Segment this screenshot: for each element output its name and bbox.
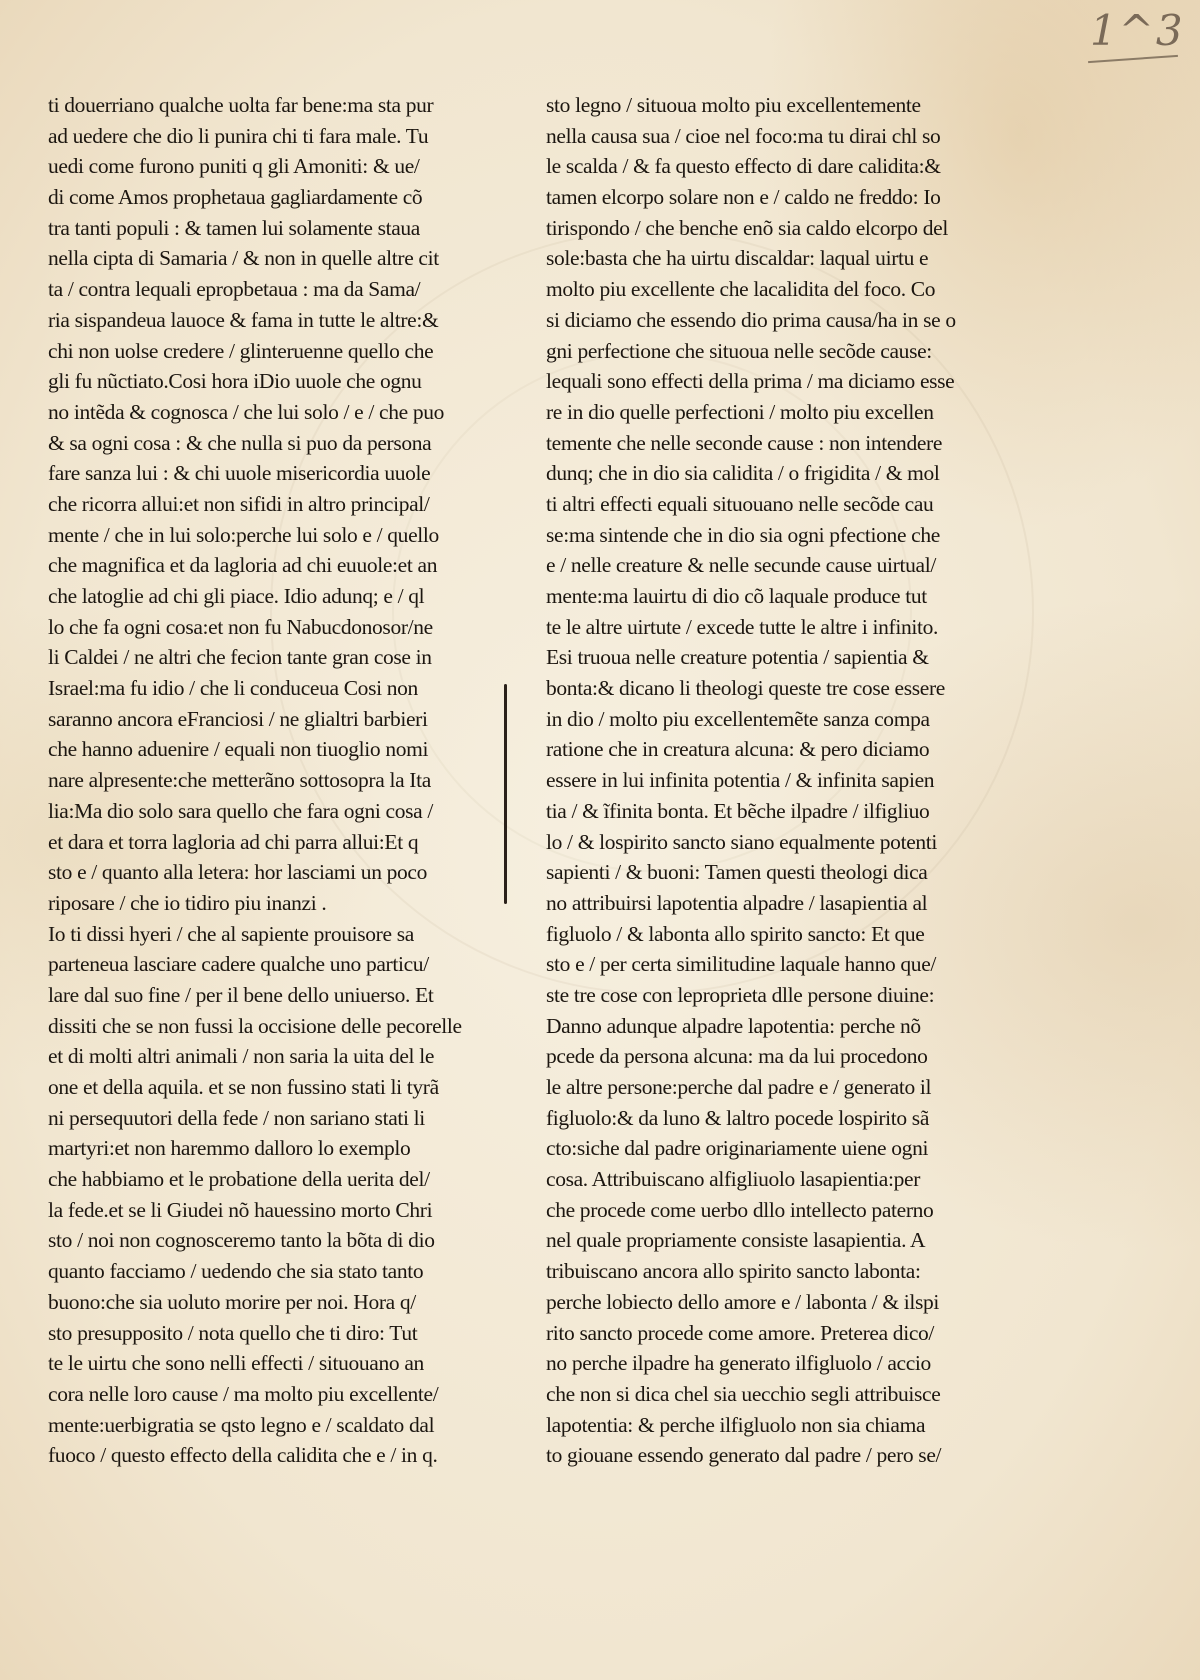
folio-underline <box>1088 55 1178 63</box>
text-line: tra tanti populi : & tamen lui solamente staua <box>48 215 421 240</box>
text-line: martyri:et non haremmo dalloro lo exemplo <box>48 1136 411 1161</box>
text-line: gni perfectione che situoua nelle secõde cause: <box>546 338 932 363</box>
text-line: no perche ilpadre ha generato ilfigluolo / accio <box>546 1351 931 1376</box>
text-line: no attribuirsi lapotentia alpadre / lasapientia al <box>546 890 928 915</box>
text-line: di come Amos prophetaua gagliardamente cõ <box>48 185 423 210</box>
text-line: nella causa sua / cioe nel foco:ma tu dirai chl so <box>546 123 941 148</box>
text-line: re in dio quelle perfectioni / molto piu excellen <box>546 399 934 424</box>
text-line: tamen elcorpo solare non e / caldo ne freddo: Io <box>546 185 941 210</box>
text-line: che non si dica chel sia uecchio segli attribuisce <box>546 1381 941 1406</box>
text-line: quanto facciamo / uedendo che sia stato tanto <box>48 1259 424 1284</box>
text-line: ad uedere che dio li punira chi ti fara male. Tu <box>48 123 429 148</box>
text-line: che latoglie ad chi gli piace. Idio adunq; e / ql <box>48 584 425 608</box>
text-line: & sa ogni cosa : & che nulla si puo da persona <box>48 430 432 455</box>
text-line: riposare / che io tidiro piu inanzi . <box>48 890 327 915</box>
text-line: mente / che in lui solo:perche lui solo e / quello <box>48 522 439 547</box>
text-line: le altre persone:perche dal padre e / generato il <box>546 1075 932 1099</box>
text-line: to giouane essendo generato dal padre / pero se/ <box>546 1443 942 1468</box>
text-line: nare alpresente:che metterãno sottosopra la Ita <box>48 768 431 793</box>
left-text-column <box>48 90 503 1471</box>
text-line: rito sancto procede come amore. Preterea dico/ <box>546 1320 935 1345</box>
text-line: pcede da persona alcuna: ma da lui procedono <box>546 1044 928 1069</box>
text-line: sto e / per certa similitudine laquale hanno que/ <box>546 952 937 977</box>
text-line: figluolo / & labonta allo spirito sancto: Et que <box>546 921 925 946</box>
text-line: ti douerriano qualche uolta far bene:ma sta pur <box>48 93 434 117</box>
text-line: parteneua lasciare cadere qualche uno particu/ <box>48 952 429 977</box>
text-line: lo / & lospirito sancto siano equalmente potenti <box>546 829 938 854</box>
text-line: nella cipta di Samaria / & non in quelle altre cit <box>48 246 439 271</box>
text-line: si diciamo che essendo dio prima causa/ha in se o <box>546 307 956 332</box>
text-line: che ricorra allui:et non sifidi in altro principal/ <box>48 491 430 516</box>
text-line: ti altri effecti equali situouano nelle secõde cau <box>546 491 934 516</box>
margin-bracket <box>504 684 507 904</box>
text-line: dissiti che se non fussi la occisione delle pecorelle <box>48 1013 462 1038</box>
text-line: et di molti altri animali / non saria la uita del le <box>48 1044 435 1069</box>
text-line: tia / & ĩfinita bonta. Et bẽche ilpadre / ilfigliuo <box>546 798 930 823</box>
text-line: no intẽda & cognosca / che lui solo / e / che puo <box>48 399 445 424</box>
text-line: Danno adunque alpadre lapotentia: perche nõ <box>546 1013 921 1038</box>
text-line: li Caldei / ne altri che fecion tante gran cose in <box>48 645 432 670</box>
text-line: tribuiscano ancora allo spirito sancto labonta: <box>546 1259 921 1284</box>
text-line: che magnifica et da lagloria ad chi euuole:et an <box>48 553 438 578</box>
text-line: uedi come furono puniti q gli Amoniti: & ue/ <box>48 154 420 179</box>
text-line: sole:basta che ha uirtu discaldar: laqual uirtu e <box>546 246 929 271</box>
text-line: se:ma sintende che in dio sia ogni pfectione che <box>546 522 940 547</box>
text-line: fuoco / questo effecto della calidita che e / in q. <box>48 1443 438 1468</box>
text-line: sapienti / & buoni: Tamen questi theologi dica <box>546 860 928 885</box>
text-line: cosa. Attribuiscano alfigliuolo lasapientia:per <box>546 1167 921 1192</box>
text-line: lo che fa ogni cosa:et non fu Nabucdonosor/ne <box>48 614 433 639</box>
text-line: le scalda / & fa questo effecto di dare calidita:& <box>546 154 941 179</box>
text-line: che habbiamo et le probatione della uerita del/ <box>48 1167 430 1192</box>
text-line: lia:Ma dio solo sara quello che fara ogni cosa / <box>48 798 434 823</box>
text-line: mente:ma lauirtu di dio cõ laquale produce tut <box>546 584 927 608</box>
text-line: nel quale propriamente consiste lasapientia. A <box>546 1228 926 1253</box>
text-line: sto e / quanto alla letera: hor lasciami un poco <box>48 860 428 885</box>
text-line: et dara et torra lagloria ad chi parra allui:Et q <box>48 829 419 854</box>
text-line: bonta:& dicano li theologi queste tre cose essere <box>546 676 945 701</box>
text-line: la fede.et se li Giudei nõ hauessino morto Chri <box>48 1197 433 1222</box>
text-line: figluolo:& da luno & laltro pocede lospirito sã <box>546 1105 930 1130</box>
text-line: tirispondo / che benche enõ sia caldo elcorpo del <box>546 215 948 240</box>
text-line: Israel:ma fu idio / che li conduceua Cosi non <box>48 676 418 701</box>
text-line: e / nelle creature & nelle secunde cause uirtual/ <box>546 553 936 578</box>
text-line: essere in lui infinita potentia / & infinita sapien <box>546 768 935 793</box>
text-line: chi non uolse credere / glinteruenne quello che <box>48 338 434 363</box>
text-line: lapotentia: & perche ilfigluolo non sia chiama <box>546 1412 926 1437</box>
text-line: temente che nelle seconde cause : non intendere <box>546 430 943 455</box>
text-line: lequali sono effecti della prima / ma diciamo esse <box>546 369 955 394</box>
text-line: saranno ancora eFranciosi / ne glialtri barbieri <box>48 706 428 731</box>
text-line: gli fu nũctiato.Cosi hora iDio uuole che ognu <box>48 369 422 394</box>
text-line: sto / noi non cognosceremo tanto la bõta di dio <box>48 1228 435 1253</box>
text-line: mente:uerbigratia se qsto legno e / scaldato dal <box>48 1412 435 1437</box>
text-line: te le uirtu che sono nelli effecti / situouano an <box>48 1351 424 1376</box>
text-line: sto legno / situoua molto piu excellentemente <box>546 93 921 117</box>
text-line: fare sanza lui : & chi uuole misericordia uuole <box>48 461 431 486</box>
text-line: te le altre uirtute / excede tutte le altre i infinito. <box>546 614 939 639</box>
text-line: cora nelle loro cause / ma molto piu excellente/ <box>48 1381 439 1406</box>
text-line: in dio / molto piu excellentemẽte sanza compa <box>546 706 930 731</box>
right-text-column <box>546 90 1001 1471</box>
text-line: ta / contra lequali epropbetaua : ma da Sama/ <box>48 277 421 302</box>
text-line: ratione che in creatura alcuna: & pero diciamo <box>546 737 930 762</box>
text-line: Io ti dissi hyeri / che al sapiente prouisore sa <box>48 921 414 946</box>
text-line: ste tre cose con leproprieta dlle persone diuine: <box>546 982 935 1007</box>
text-line: lare dal suo fine / per il bene dello uniuerso. Et <box>48 982 434 1007</box>
text-line: ria sispandeua lauoce & fama in tutte le altre:& <box>48 307 439 332</box>
text-line: che hanno aduenire / equali non tiuoglio nomi <box>48 737 429 762</box>
text-line: che procede come uerbo dllo intellecto paterno <box>546 1197 934 1222</box>
text-line: Esi truoua nelle creature potentia / sapientia & <box>546 645 929 670</box>
text-line: one et della aquila. et se non fussino stati li tyrã <box>48 1075 439 1099</box>
text-line: sto presupposito / nota quello che ti diro: Tut <box>48 1320 418 1345</box>
folio-number: 1^3 <box>1090 6 1185 55</box>
text-line: perche lobiecto dello amore e / labonta / & ilspi <box>546 1289 940 1314</box>
text-line: molto piu excellente che lacalidita del foco. Co <box>546 277 936 302</box>
text-line: cto:siche dal padre originariamente uiene ogni <box>546 1136 929 1161</box>
text-line: ni persequutori della fede / non sariano stati li <box>48 1105 425 1130</box>
text-line: dunq; che in dio sia calidita / o frigidita / & mol <box>546 461 940 486</box>
text-line: buono:che sia uoluto morire per noi. Hora q/ <box>48 1289 416 1314</box>
